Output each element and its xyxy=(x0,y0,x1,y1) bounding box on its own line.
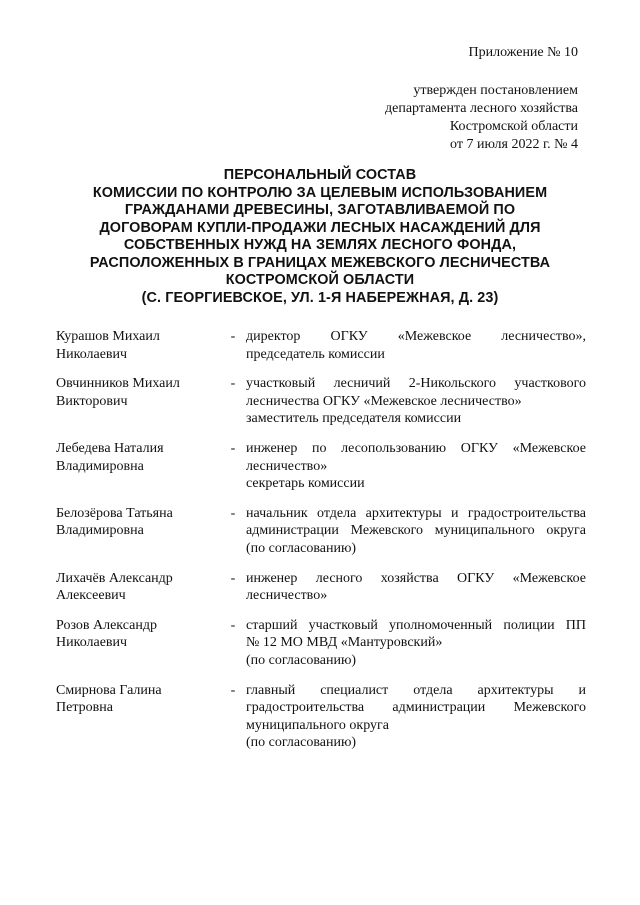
dash-separator: - xyxy=(230,440,236,456)
member-name xyxy=(56,617,224,652)
role-line: лесничество» xyxy=(246,458,328,474)
member-surname-given: Смирнова Галина xyxy=(56,682,162,698)
member-name xyxy=(56,682,224,717)
member-name xyxy=(56,505,224,540)
member-entry xyxy=(56,328,586,363)
title-line: ДОГОВОРАМ КУПЛИ-ПРОДАЖИ ЛЕСНЫХ НАСАЖДЕНИЙ ДЛЯ xyxy=(99,219,541,236)
role-line: секретарь комиссии xyxy=(246,476,365,492)
member-entry xyxy=(56,682,586,752)
member-surname-given: Лихачёв Александр xyxy=(56,570,173,586)
member-entry xyxy=(56,440,586,493)
role-line: старший участковый уполномоченный полиции ПП xyxy=(246,617,586,633)
role-line: председатель комиссии xyxy=(246,346,385,362)
role-line: лесничество» xyxy=(246,588,328,604)
member-role xyxy=(242,505,586,558)
role-line: заместитель председателя комиссии xyxy=(246,411,462,427)
dash-separator: - xyxy=(230,376,236,392)
member-surname-given: Белозёрова Татьяна xyxy=(56,505,173,521)
document-title xyxy=(60,167,580,307)
role-line: муниципального округа xyxy=(246,717,389,733)
member-surname-given: Лебедева Наталия xyxy=(56,440,164,456)
role-line: инженер лесного хозяйства ОГКУ «Межевское xyxy=(246,570,586,586)
role-line: градостроительства администрации Межевского xyxy=(246,700,586,716)
dash-separator: - xyxy=(230,505,236,521)
member-patronymic: Владимировна xyxy=(56,523,144,539)
member-patronymic: Алексеевич xyxy=(56,588,126,604)
member-name xyxy=(56,570,224,605)
role-line: (по согласованию) xyxy=(246,540,357,556)
member-role xyxy=(242,328,586,363)
role-line: № 12 МО МВД «Мантуровский» xyxy=(246,635,443,651)
member-entry xyxy=(56,617,586,670)
role-line: начальник отдела архитектуры и градостроительства xyxy=(246,505,586,521)
member-patronymic: Николаевич xyxy=(56,346,128,362)
role-line: директор ОГКУ «Межевское лесничество», xyxy=(246,329,586,344)
member-entry xyxy=(56,375,586,428)
member-entry xyxy=(56,505,586,558)
role-line: (по согласованию) xyxy=(246,735,357,751)
member-name xyxy=(56,440,224,475)
member-patronymic: Викторович xyxy=(56,393,128,409)
member-role xyxy=(242,682,586,752)
member-patronymic: Владимировна xyxy=(56,458,144,474)
approval-line: Костромской области xyxy=(449,119,578,134)
title-line: КОМИССИИ ПО КОНТРОЛЮ ЗА ЦЕЛЕВЫМ ИСПОЛЬЗОВАНИЕМ xyxy=(92,184,548,201)
title-line: ПЕРСОНАЛЬНЫЙ СОСТАВ xyxy=(223,167,417,183)
role-line: главный специалист отдела архитектуры и xyxy=(246,682,586,698)
approval-line: от 7 июля 2022 г. № 4 xyxy=(450,137,578,152)
member-patronymic: Николаевич xyxy=(56,635,128,651)
dash-separator: - xyxy=(230,570,236,586)
title-line: ГРАЖДАНАМИ ДРЕВЕСИНЫ, ЗАГОТАВЛИВАЕМОЙ ПО xyxy=(124,202,516,218)
member-surname-given: Курашов Михаил xyxy=(56,329,160,344)
approval-line: департамента лесного хозяйства xyxy=(385,101,578,116)
role-line: лесничества ОГКУ «Межевское лесничество» xyxy=(246,393,522,409)
member-surname-given: Розов Александр xyxy=(56,617,157,633)
dash-separator: - xyxy=(230,329,236,344)
role-line: (по согласованию) xyxy=(246,652,357,668)
role-line: инженер по лесопользованию ОГКУ «Межевское xyxy=(246,440,586,456)
member-surname-given: Овчинников Михаил xyxy=(56,376,180,392)
approval-block xyxy=(385,82,578,154)
role-line: участковый лесничий 2-Никольского участкового xyxy=(246,376,586,392)
member-name xyxy=(56,375,224,410)
title-line: СОБСТВЕННЫХ НУЖД НА ЗЕМЛЯХ ЛЕСНОГО ФОНДА, xyxy=(123,237,517,253)
member-role xyxy=(242,440,586,493)
title-line: КОСТРОМСКОЙ ОБЛАСТИ xyxy=(225,272,415,288)
member-entry xyxy=(56,570,586,605)
dash-separator: - xyxy=(230,682,236,698)
approval-line: утвержден постановлением xyxy=(413,83,578,98)
title-line: РАСПОЛОЖЕННЫХ В ГРАНИЦАХ МЕЖЕВСКОГО ЛЕСНИЧЕСТВА xyxy=(89,254,551,271)
title-line: (С. ГЕОРГИЕВСКОЕ, УЛ. 1-Я НАБЕРЕЖНАЯ, Д. 23) xyxy=(141,289,499,306)
member-patronymic: Петровна xyxy=(56,700,113,716)
members-list xyxy=(56,328,586,751)
member-role xyxy=(242,570,586,605)
dash-separator: - xyxy=(230,617,236,633)
member-role xyxy=(242,375,586,428)
appendix-number: Приложение № 10 xyxy=(468,45,578,60)
member-name xyxy=(56,328,224,363)
role-line: администрации Межевского муниципального округа xyxy=(246,523,586,539)
member-role xyxy=(242,617,586,670)
